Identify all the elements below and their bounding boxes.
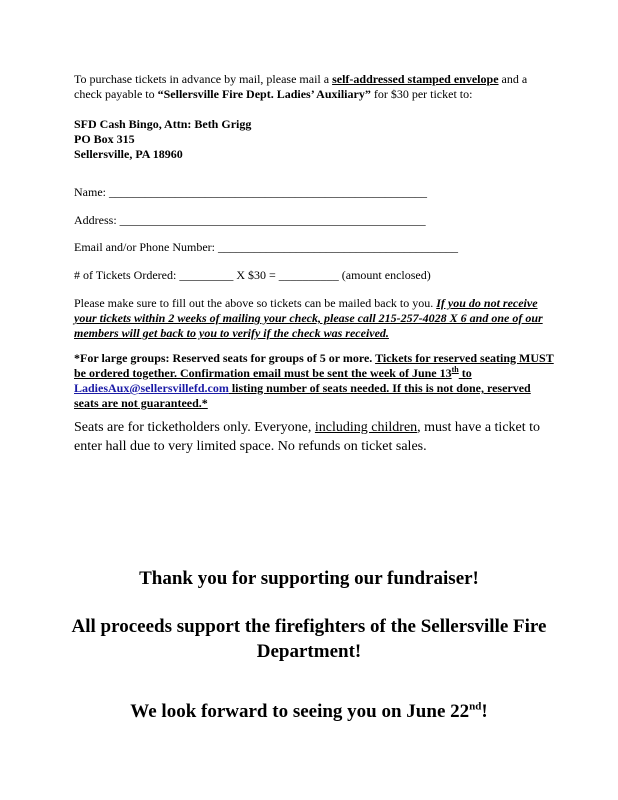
thanks-heading: Thank you for supporting our fundraiser! [139,568,479,589]
look-forward-heading [40,699,578,724]
tickets-ordered-line[interactable]: # of Tickets Ordered: _________ X $30 = __________ (amount enclosed) [74,268,431,282]
intro-paragraph [74,72,554,102]
proceeds-heading: All proceeds support the firefighters of the Sellersville Fire Department! [71,616,547,662]
intro-text-3: for $30 per ticket to: [370,87,473,101]
envelope-phrase: self-addressed stamped envelope [332,72,499,86]
groups-text-4: listing number of seats needed. If this is not done, reserved seats are not guaranteed.* [74,381,531,410]
look-forward-end: ! [481,701,488,722]
groups-text-3: to [458,366,472,380]
name-label: Name: [74,185,109,199]
tickets-ordered-field[interactable] [74,268,431,283]
large-groups-paragraph [74,351,554,411]
notice-paragraph [74,296,554,341]
look-forward-text: We look forward to seeing you on June 22 [130,701,470,722]
contact-blank[interactable]: ________________________________________ [217,240,458,254]
email-link[interactable]: LadiesAux@sellersvillefd.com [74,381,229,395]
seats-paragraph [74,418,554,456]
mailing-address [74,117,554,162]
look-forward-sup: nd [469,700,482,713]
notice-text: Please make sure to fill out the above so tickets can be mailed back to you. [74,296,437,310]
seats-text-1: Seats are for ticketholders only. Everyone, [74,420,315,435]
name-blank[interactable]: _____________________________________________________ [109,185,427,199]
name-field[interactable] [74,185,427,200]
contact-label: Email and/or Phone Number: [74,240,218,254]
address-field[interactable] [74,213,426,228]
address-line-3: Sellersville, PA 18960 [74,147,183,161]
seats-text-2: , must have a ticket to enter hall due to very limited space. No refunds on ticket sales. [74,420,541,454]
notice-emphasis: If you do not receive your tickets within 2 weeks of mailing your check, please call 215-257-4028 X 6 and one of our members will get back to you to verify if the check was received. [74,296,543,340]
address-blank[interactable]: ___________________________________________________ [119,213,426,227]
address-line-2: PO Box 315 [74,132,135,146]
address-line-1: SFD Cash Bingo, Attn: Beth Grigg [74,117,252,131]
contact-field[interactable] [74,240,458,255]
groups-text-2: Tickets for reserved seating MUST be ordered together. Confirmation email must be sent the week of June 13 [74,351,554,380]
address-label: Address: [74,213,120,227]
groups-text-1: *For large groups: Reserved seats for groups of 5 or more. [74,351,376,365]
intro-text-2: and a check payable to [74,72,528,101]
intro-text-1: To purchase tickets in advance by mail, please mail a [74,72,333,86]
seats-children: including children [314,420,418,435]
groups-sup: th [451,365,459,374]
payee-name: “Sellersville Fire Dept. Ladies’ Auxiliary” [157,87,371,101]
